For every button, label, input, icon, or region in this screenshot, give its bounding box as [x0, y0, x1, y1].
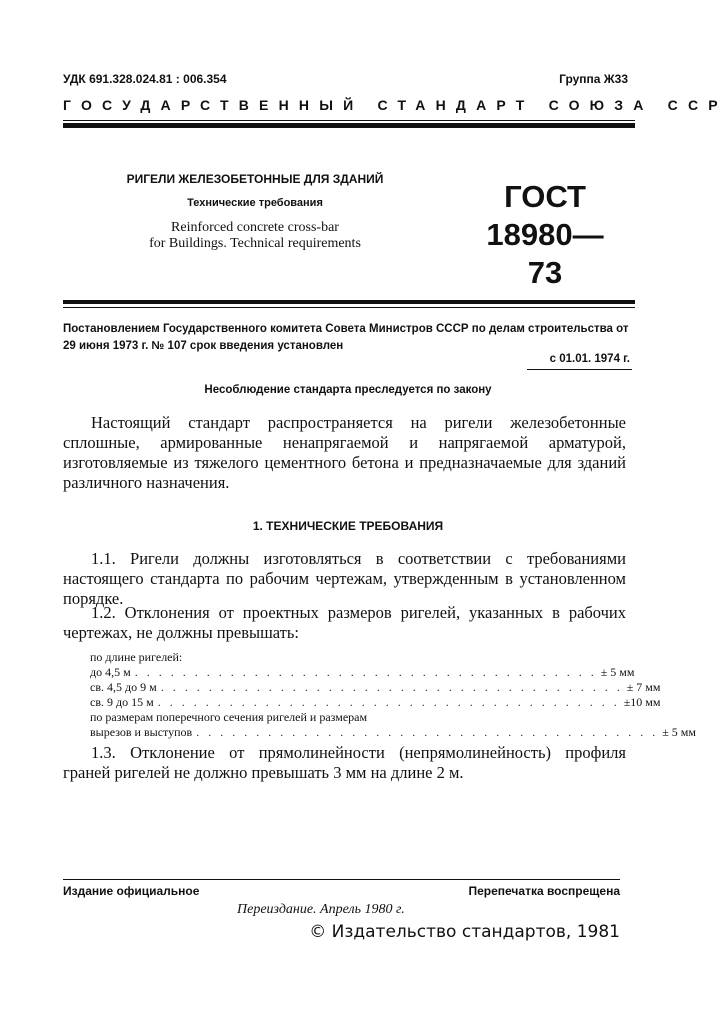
tolerance-label: св. 4,5 до 9 м — [90, 680, 157, 694]
tolerance-value: ± 5 мм — [600, 665, 635, 679]
bottom-rule — [63, 879, 620, 880]
tolerance-length-header: по длине ригелей: — [90, 650, 183, 664]
gost-block — [470, 178, 620, 292]
paragraph-1-3: 1.3. Отклонение от прямолинейности (непрямолинейность) профиля граней ригелей не должно превышать 3 мм на длине 2 м. — [63, 743, 626, 782]
leader-dots: . . . . . . . . . . . . . . . . . . . . . . . . . . . . . . . . . . . . . . . — [157, 695, 620, 709]
tolerance-section-line1: по размерам поперечного сечения ригелей и размерам — [90, 710, 368, 724]
tolerance-row — [90, 725, 696, 740]
paragraph-1-1: 1.1. Ригели должны изготовляться в соответствии с требованиями настоящего стандарта по рабочим чертежам, утвержденным в установленном порядке. — [63, 549, 626, 608]
tolerance-row — [90, 680, 661, 695]
section-title: 1. ТЕХНИЧЕСКИЕ ТРЕБОВАНИЯ — [252, 519, 444, 533]
tolerance-table — [90, 650, 696, 740]
gost-number: 18980—73 — [486, 217, 604, 290]
tolerance-label: св. 9 до 15 м — [90, 695, 154, 709]
mid-rule-thin — [63, 307, 635, 308]
title-en — [100, 220, 410, 252]
tolerance-label: вырезов и выступов — [90, 725, 193, 739]
decree-date-underline — [527, 369, 632, 370]
law-notice: Несоблюдение стандарта преследуется по закону — [204, 384, 492, 396]
subtitle-ru: Технические требования — [187, 197, 323, 209]
gost-label: ГОСТ — [504, 179, 586, 214]
title-block — [100, 172, 410, 252]
tolerance-value: ± 7 мм — [626, 680, 661, 694]
group-code: Группа Ж33 — [559, 72, 628, 86]
top-rule-thick — [63, 123, 635, 128]
decree-text: Постановлением Государственного комитета Совета Министров СССР по делам строительства от 29 июня 1973 г. № 107 срок введения установлен — [63, 323, 629, 352]
leader-dots: . . . . . . . . . . . . . . . . . . . . . . . . . . . . . . . . . . . . . . . — [196, 725, 659, 739]
leader-dots: . . . . . . . . . . . . . . . . . . . . . . . . . . . . . . . . . . . . . . . — [160, 680, 623, 694]
state-standard-title: ГОСУДАРСТВЕННЫЙ СТАНДАРТ СОЮЗА ССР — [63, 97, 728, 113]
tolerance-value: ±10 мм — [623, 695, 661, 709]
paragraph-1-2: 1.2. Отклонения от проектных размеров ригелей, указанных в рабочих чертежах, не должны превышать: — [63, 603, 626, 642]
tolerance-label: до 4,5 м — [90, 665, 131, 679]
title-ru: РИГЕЛИ ЖЕЛЕЗОБЕТОННЫЕ ДЛЯ ЗДАНИЙ — [126, 172, 384, 186]
intro-paragraph: Настоящий стандарт распространяется на ригели железобетонные сплошные, армированные ненапрягаемой и напрягаемой арматурой, изготовляемые из тяжелого цементного бетона и предназначаемые для зданий различного назначения. — [63, 413, 626, 492]
top-rule-thin — [63, 120, 635, 121]
title-en-line2: for Buildings. Technical requirements — [149, 236, 361, 251]
decree-date: с 01.01. 1974 г. — [549, 353, 630, 365]
tolerance-row — [90, 665, 635, 680]
title-en-line1: Reinforced concrete cross-bar — [171, 220, 339, 235]
leader-dots: . . . . . . . . . . . . . . . . . . . . . . . . . . . . . . . . . . . . . . . — [134, 665, 597, 679]
tolerance-value: ± 5 мм — [662, 725, 696, 739]
reprint-forbidden: Перепечатка воспрещена — [468, 884, 620, 898]
udk-code: УДК 691.328.024.81 : 006.354 — [63, 72, 227, 86]
copyright: © Издательство стандартов, 1981 — [309, 922, 620, 942]
mid-rule-thick — [63, 300, 635, 304]
reedition-note: Переиздание. Апрель 1980 г. — [237, 902, 405, 917]
official-edition: Издание официальное — [63, 884, 200, 898]
tolerance-row — [90, 695, 661, 710]
